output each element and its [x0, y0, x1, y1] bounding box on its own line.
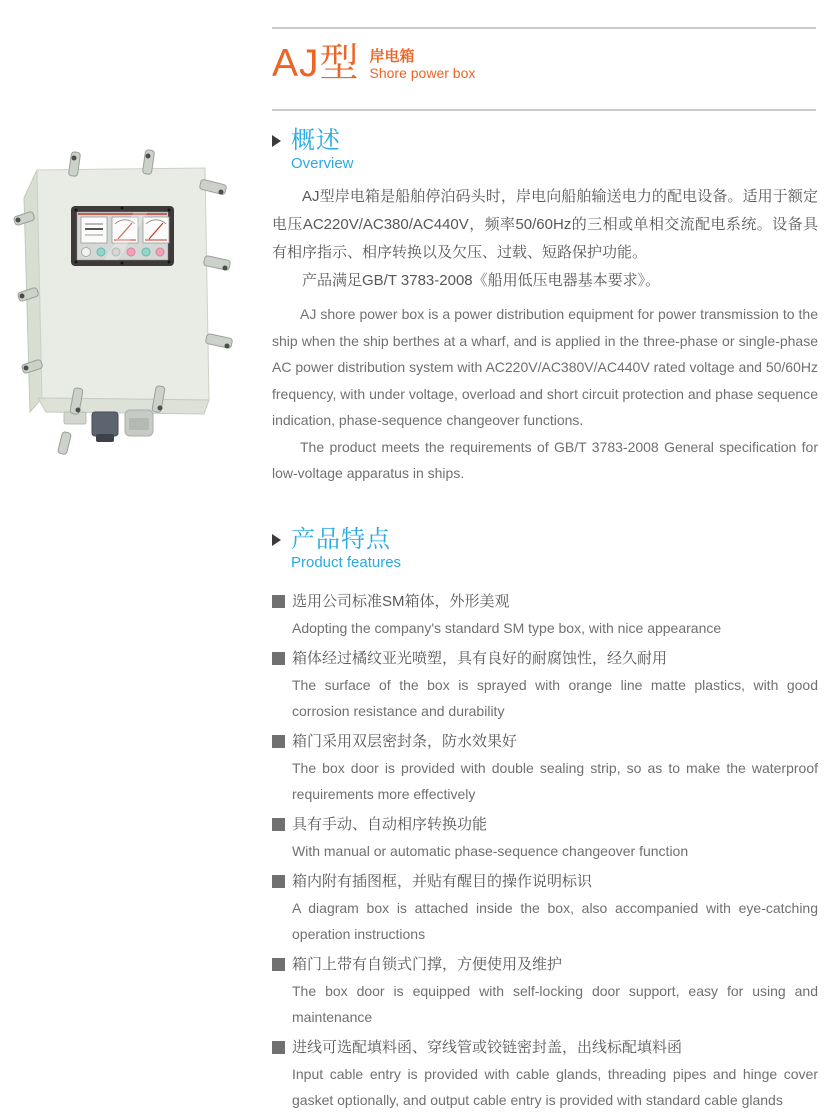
- overview-paragraph-zh-2: 产品满足GB/T 3783-2008《船用低压电器基本要求》。: [302, 272, 661, 289]
- overview-paragraph-en-2: The product meets the requirements of GB/T 3783-2008 General specification for low-voltage apparatus in ships.: [272, 438, 818, 481]
- feature-title-zh: [272, 1034, 818, 1061]
- feature-title-zh: [272, 811, 818, 838]
- feature-item: [272, 811, 818, 864]
- feature-text-en: With manual or automatic phase-sequence changeover function: [292, 843, 689, 859]
- feature-title-zh: [272, 728, 818, 755]
- box-front-face: [37, 168, 209, 400]
- feature-item: [272, 1034, 818, 1113]
- feature-text-zh: 箱内附有插图框，并贴有醒目的操作说明标识: [292, 873, 593, 890]
- bullet-square-icon: [272, 818, 285, 831]
- cable-glands: [64, 410, 153, 442]
- feature-text-en: The surface of the box is sprayed with orange line matte plastics, with good corrosion resistance and durability: [292, 677, 818, 719]
- divider-under-title: [272, 109, 816, 111]
- overview-paragraph-zh-1: AJ型岸电箱是船舶停泊码头时，岸电向船舶输送电力的配电设备。适用于额定电压AC220V/AC380/AC440V，频率50/60Hz的三相或单相交流配电系统。设备具有相序指示、相序转换以及欠压、过载、短路保护功能。: [272, 188, 818, 261]
- feature-text-en: Input cable entry is provided with cable glands, threading pipes and hinge cover gasket optionally, and output cable entry is provided with standard cable glands: [292, 1066, 818, 1108]
- features-heading-en: Product features: [291, 554, 402, 571]
- divider-top: [272, 27, 816, 29]
- overview-heading-en: Overview: [291, 155, 354, 172]
- features-heading-zh: 产品特点: [291, 526, 391, 553]
- bullet-square-icon: [272, 958, 285, 971]
- product-name-en: Shore power box: [369, 65, 476, 81]
- product-model: AJ型: [272, 42, 360, 85]
- feature-item: [272, 728, 818, 807]
- analog-meter-voltmeter: [81, 217, 107, 243]
- feature-item: [272, 645, 818, 724]
- product-photo-shore-power-box: [8, 148, 260, 468]
- feature-item: [272, 588, 818, 641]
- section-product-features: [272, 527, 818, 1117]
- overview-heading: [272, 128, 818, 173]
- feature-text-zh: 箱体经过橘纹亚光喷塑，具有良好的耐腐蚀性，经久耐用: [292, 650, 668, 667]
- feature-text-zh: 具有手动、自动相序转换功能: [292, 816, 488, 833]
- triangle-marker-icon: [272, 135, 281, 147]
- product-name-zh: 岸电箱: [369, 48, 415, 65]
- feature-item: [272, 868, 818, 947]
- feature-text-zh: 选用公司标准SM箱体，外形美观: [292, 593, 510, 610]
- bullet-square-icon: [272, 652, 285, 665]
- feature-text-en: A diagram box is attached inside the box, also accompanied with eye-catching operation instructions: [292, 900, 818, 942]
- feature-title-zh: [272, 868, 818, 895]
- feature-title-zh: [272, 951, 818, 978]
- bullet-square-icon: [272, 595, 285, 608]
- feature-text-zh: 箱门上带有自锁式门撑，方便使用及维护: [292, 956, 563, 973]
- feature-title-zh: [272, 588, 818, 615]
- bullet-square-icon: [272, 735, 285, 748]
- product-name: [370, 48, 476, 86]
- features-list: [272, 588, 818, 1113]
- box-bottom-flange: [38, 398, 209, 414]
- meter-window: [71, 206, 174, 266]
- overview-body: [272, 183, 818, 487]
- feature-text-zh: 进线可选配填料函、穿线管或铰链密封盖，出线标配填料函: [292, 1039, 683, 1056]
- overview-paragraph-en-1: AJ shore power box is a power distribution equipment for power transmission to the ship when the ship berthes at a wharf, and is applied in the three-phase or single-phase AC power distribution system with AC220V/AC380V/AC440V rated voltage and 50/60Hz frequency, with under voltage, overload and short circuit protection and phase sequence indication, phase-sequence changeover functions.: [272, 306, 818, 428]
- overview-heading-zh: 概述: [291, 127, 341, 154]
- bullet-square-icon: [272, 875, 285, 888]
- feature-item: [272, 951, 818, 1030]
- page-title: [272, 42, 475, 86]
- feature-title-zh: [272, 645, 818, 672]
- triangle-marker-icon: [272, 534, 281, 546]
- analog-meter-ammeter-2: [143, 217, 169, 243]
- section-overview: [272, 128, 818, 487]
- features-heading: [272, 527, 818, 572]
- feature-text-en: The box door is provided with double sealing strip, so as to make the waterproof requirements more effectively: [292, 760, 818, 802]
- feature-text-en: Adopting the company's standard SM type box, with nice appearance: [292, 620, 722, 636]
- feature-text-en: The box door is equipped with self-locking door support, easy for using and maintenance: [292, 983, 818, 1025]
- feature-text-zh: 箱门采用双层密封条，防水效果好: [292, 733, 518, 750]
- bullet-square-icon: [272, 1041, 285, 1054]
